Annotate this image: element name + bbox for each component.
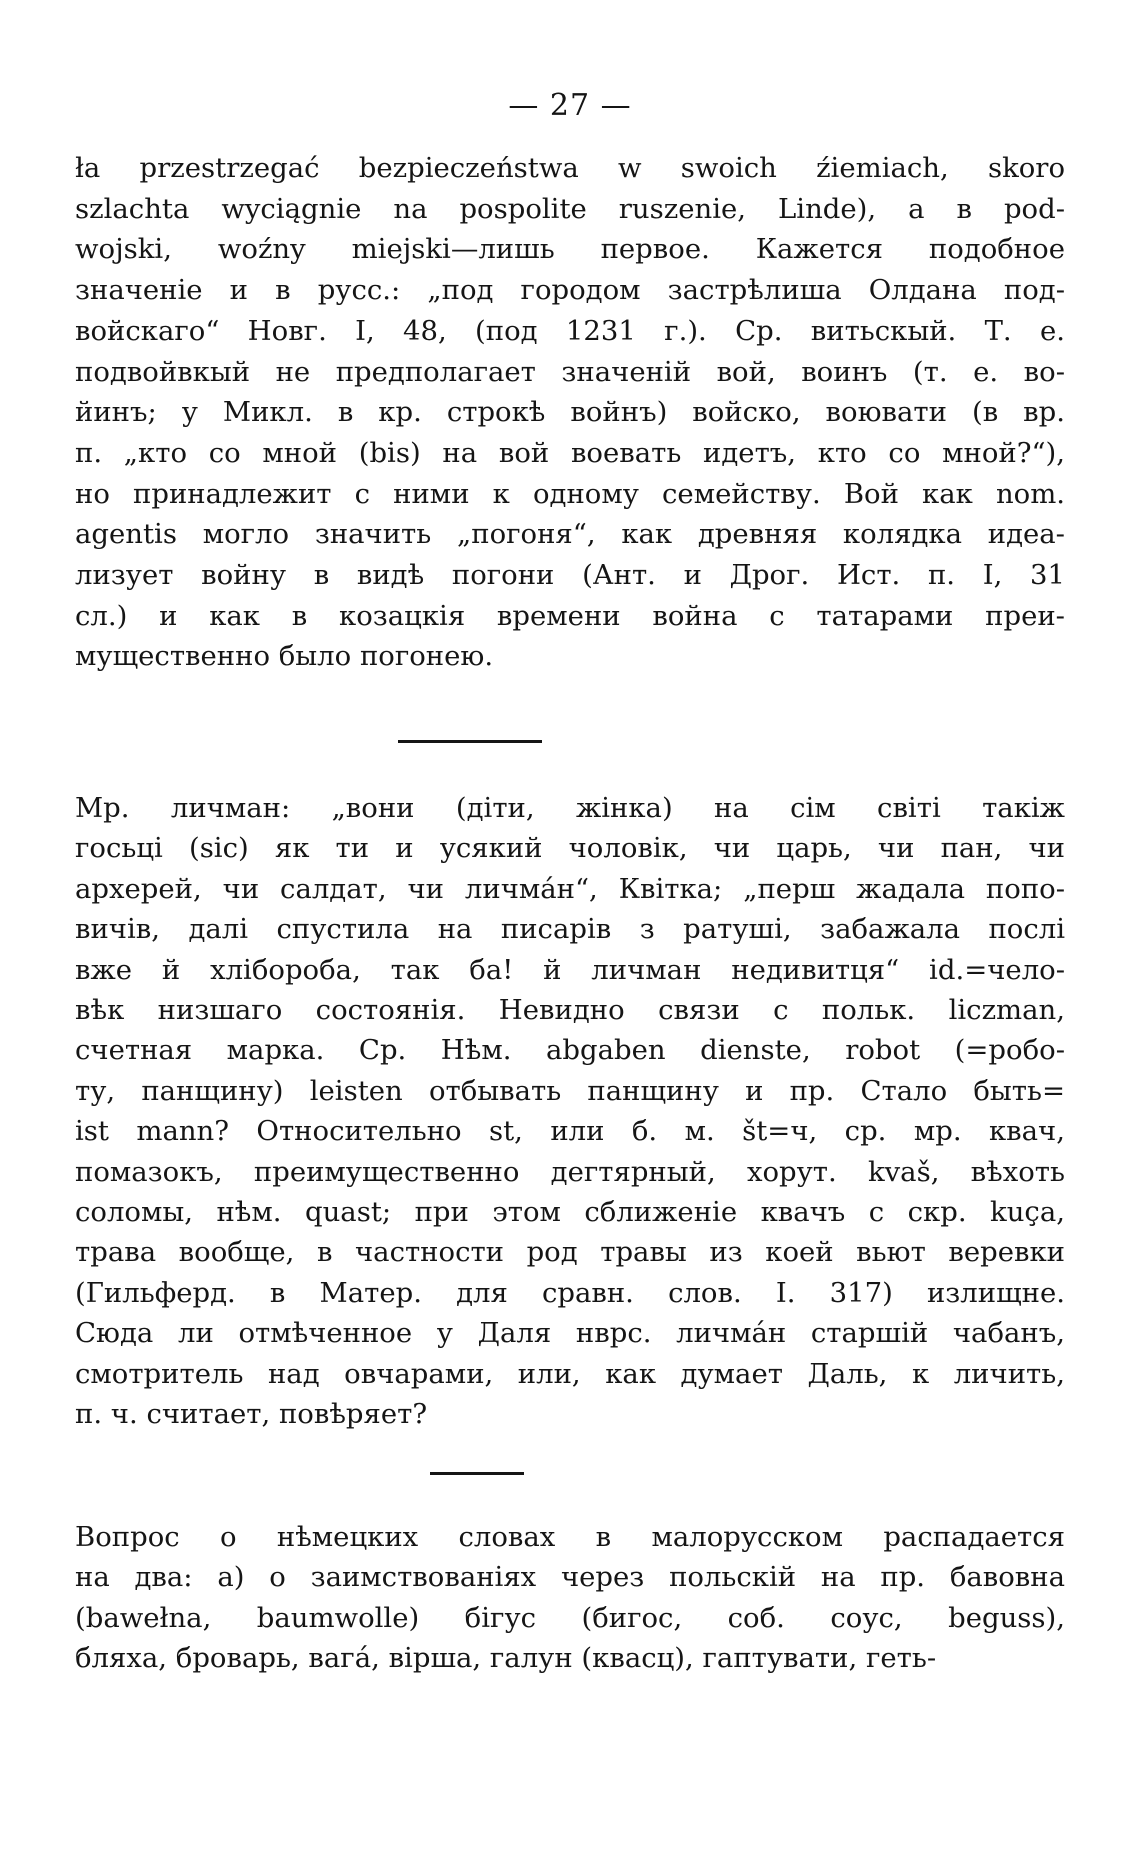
text-line: сл.) и как в козацкія времени война с татарами преи-	[75, 599, 1065, 632]
text-line: (Гильферд. в Матер. для сравн. слов. I. 317) излищне.	[75, 1276, 1065, 1309]
text-line: на два: а) о заимствованіях через польскій на пр. бавовна	[75, 1561, 1066, 1594]
text-line: вже й хлібороба, так ба! й личман недивитця“ id.=чело-	[75, 953, 1066, 986]
text-line: смотритель над овчарами, или, как думает Даль, к личить,	[75, 1357, 1065, 1390]
text-line: трава вообще, в частности род травы из коей вьют веревки	[75, 1236, 1065, 1269]
text-line: соломы, нѣм. quast; при этом сближеніе квачъ с скр. kuça,	[75, 1196, 1065, 1228]
text-line: ту, панщину) leisten отбывать панщину и пр. Стало быть=	[75, 1074, 1066, 1107]
text-line: архерей, чи салдат, чи личмáн“, Квітка; „перш жадала попо-	[75, 872, 1065, 905]
text-line: госьці (sic) як ти и усякий чоловік, чи царь, чи пан, чи	[75, 832, 1066, 865]
text-line: ist mann? Относительно st, или б. м. št=ч, ср. мр. квач,	[75, 1115, 1065, 1148]
text-line: но принадлежит с ними к одному семейству. Вой как nom.	[75, 477, 1066, 510]
text-line: п. „кто со мной (bis) на вой воевать идетъ, кто со мной?“),	[75, 436, 1065, 469]
page-number: — 27 —	[508, 88, 632, 123]
text-line: wojski, woźny miejski—лишь первое. Кажется подобное	[75, 233, 1065, 266]
text-line: значеніе и в русс.: „под городом застрѣлиша Олдана под-	[75, 274, 1065, 307]
text-line: вичів, далі спустила на писарів з ратуші, забажала послі	[75, 913, 1066, 946]
text-line: п. ч. считает, повѣряет?	[75, 1398, 428, 1430]
text-line: счетная марка. Ср. Нѣм. abgaben dienste, robot (=робо-	[75, 1034, 1065, 1067]
section-divider	[398, 740, 542, 743]
text-line: Вопрос о нѣмецких словах в малорусском распадается	[75, 1521, 1066, 1553]
text-line: подвойвкый не предполагает значеній вой, воинъ (т. е. во-	[75, 355, 1065, 388]
text-line: вѣк низшаго состоянія. Невидно связи с польк. liczman,	[75, 994, 1065, 1026]
text-line: лизует войну в видѣ погони (Ант. и Дрог. Ист. п. I, 31	[75, 559, 1065, 591]
text-line: бляха, броварь, вагá, вірша, галун (квасц), гаптувати, геть-	[75, 1641, 937, 1674]
text-line: мущественно было погонею.	[75, 640, 494, 673]
text-line: (bawełna, baumwolle) бігус (бигос, соб. соус, beguss),	[75, 1601, 1065, 1634]
text-line: Сюда ли отмѣченное у Даля нврс. личмáн старшій чабанъ,	[75, 1317, 1065, 1350]
text-line: Мр. личман: „вони (діти, жінка) на сім світі такіж	[75, 792, 1065, 824]
text-line: войскаго“ Новг. I, 48, (под 1231 г.). Ср. витьскый. Т. е.	[75, 314, 1065, 347]
text-line: ła przestrzegać bezpieczeństwa w swoich źiemiach, skoro	[75, 152, 1066, 184]
text-line: йинъ; у Микл. в кр. строкѣ войнъ) войско, воювати (в вр.	[75, 396, 1066, 429]
text-line: agentis могло значить „погоня“, как древняя колядка идеа-	[75, 518, 1065, 551]
section-divider	[430, 1472, 524, 1475]
text-line: szlachta wyciągnie na pospolite ruszenie, Linde), a в pod-	[75, 192, 1066, 225]
text-line: помазокъ, преимущественно дегтярный, хорут. kvaš, вѣхоть	[75, 1155, 1065, 1188]
